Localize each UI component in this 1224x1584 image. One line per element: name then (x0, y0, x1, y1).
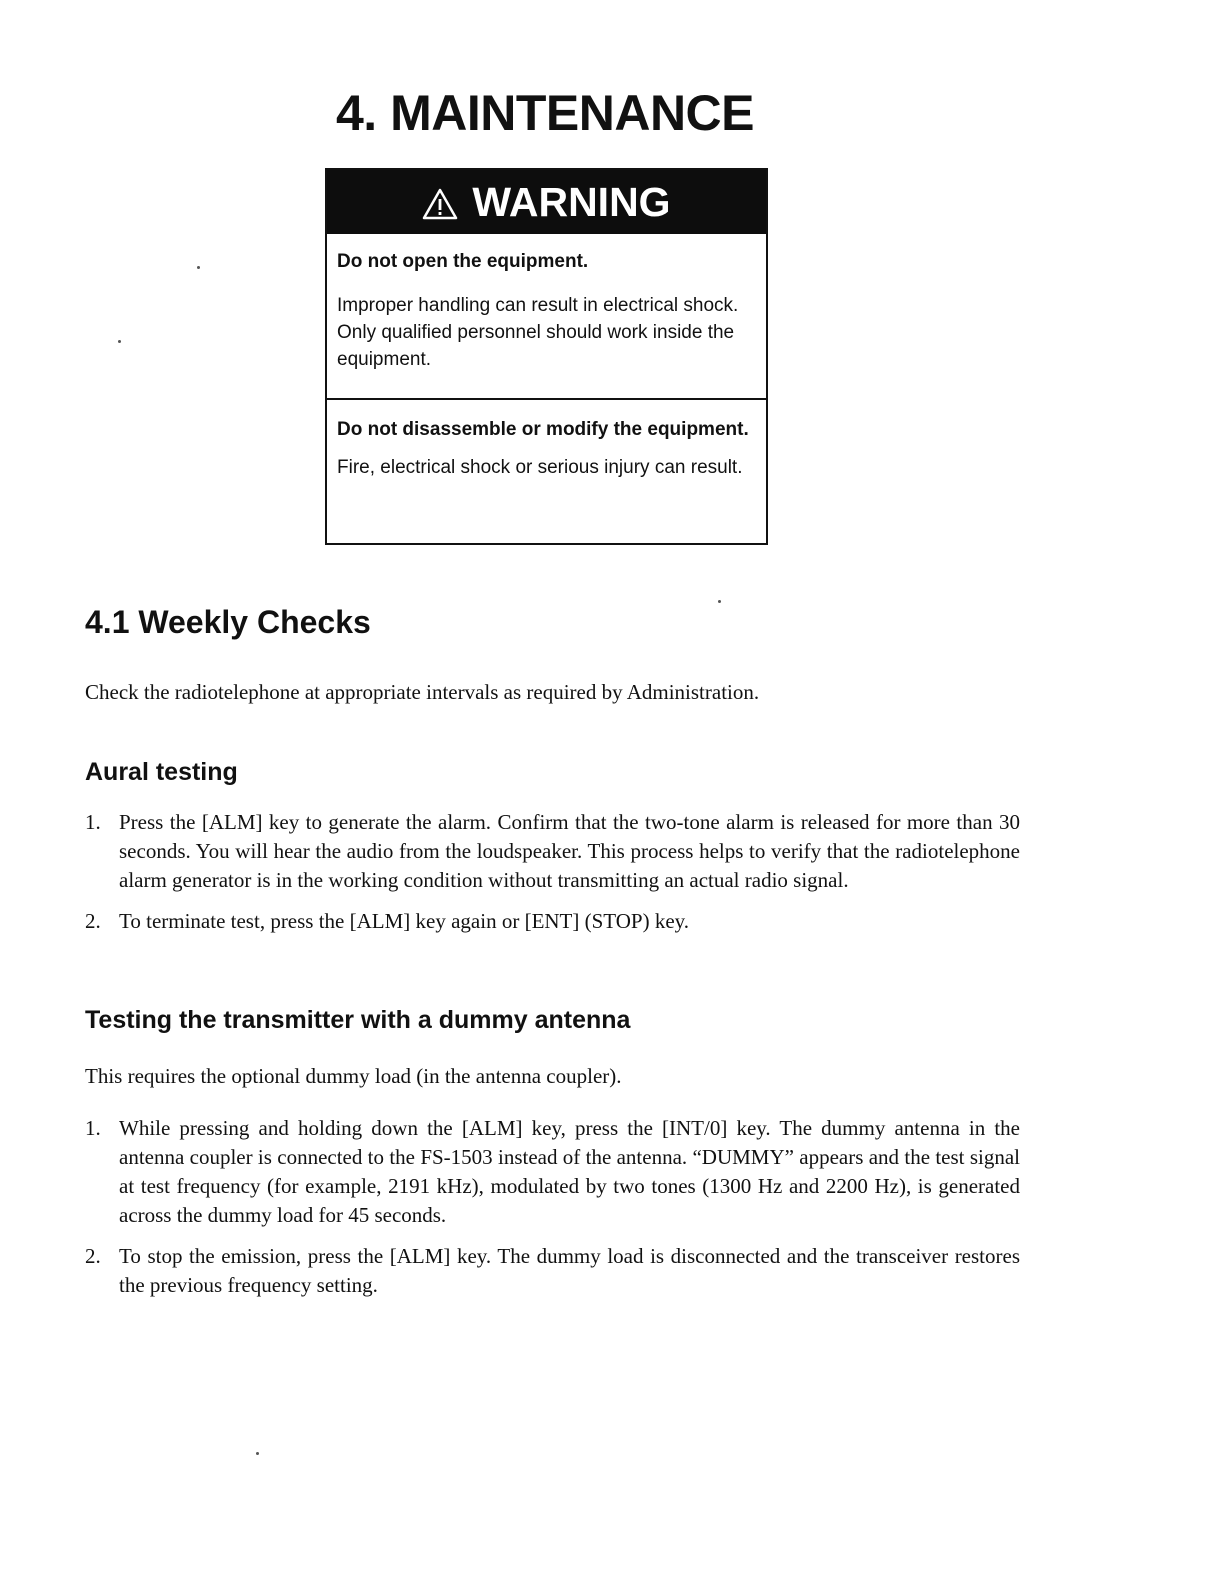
step-text: To terminate test, press the [ALM] key again or [ENT] (STOP) key. (119, 909, 690, 933)
step-number: 1. (85, 1116, 101, 1140)
warning-body: Improper handling can result in electrical shock. Only qualified personnel should work inside the equipment. (337, 295, 739, 370)
step-text: Press the [ALM] key to generate the alarm. Confirm that the two-tone alarm is released for more than 30 seconds. You will hear the audio from the loudspeaker. This process helps to verify that the radiotelephone alarm generator is in the working condition without transmitting an actual radio signal. (119, 810, 1020, 892)
page-title: 4. MAINTENANCE (335, 85, 755, 141)
warning-section-disassemble (327, 416, 766, 481)
step-text: While pressing and holding down the [ALM] key, press the [INT/0] key. The dummy antenna in the antenna coupler is connected to the FS-1503 instead of the antenna. “DUMMY” appears and the test signal at test frequency (for example, 2191 kHz), modulated by two tones (1300 Hz and 2200 Hz), is generated across the dummy load for 45 seconds. (119, 1116, 1020, 1227)
step-number: 1. (85, 810, 101, 834)
scan-speck (197, 266, 200, 269)
scan-speck (256, 1452, 259, 1455)
step-number: 2. (85, 1244, 101, 1268)
warning-box (325, 168, 768, 545)
list-item (85, 907, 1020, 936)
subheading-aural-testing: Aural testing (85, 758, 238, 786)
step-number: 2. (85, 909, 101, 933)
scan-speck (718, 600, 721, 603)
warning-heading: Do not disassemble or modify the equipment. (337, 419, 749, 440)
subheading-dummy-antenna: Testing the transmitter with a dummy antenna (85, 1006, 631, 1034)
section-heading-weekly-checks: 4.1 Weekly Checks (85, 604, 371, 640)
warning-heading: Do not open the equipment. (337, 251, 589, 272)
weekly-checks-intro: Check the radiotelephone at appropriate intervals as required by Administration. (85, 680, 760, 704)
aural-steps-list (85, 808, 1020, 936)
list-item (85, 808, 1020, 895)
step-text: To stop the emission, press the [ALM] key. The dummy load is disconnected and the transceiver restores the previous frequency setting. (119, 1244, 1020, 1297)
warning-body: Fire, electrical shock or serious injury can result. (337, 457, 743, 478)
list-item (85, 1242, 1020, 1300)
warning-section-open (327, 248, 766, 400)
scan-speck (118, 340, 121, 343)
warning-header (327, 170, 766, 234)
warning-title: WARNING (472, 178, 671, 225)
dummy-intro: This requires the optional dummy load (in the antenna coupler). (85, 1064, 622, 1088)
list-item (85, 1114, 1020, 1230)
dummy-steps-list (85, 1114, 1020, 1300)
warning-triangle-icon (422, 188, 458, 220)
